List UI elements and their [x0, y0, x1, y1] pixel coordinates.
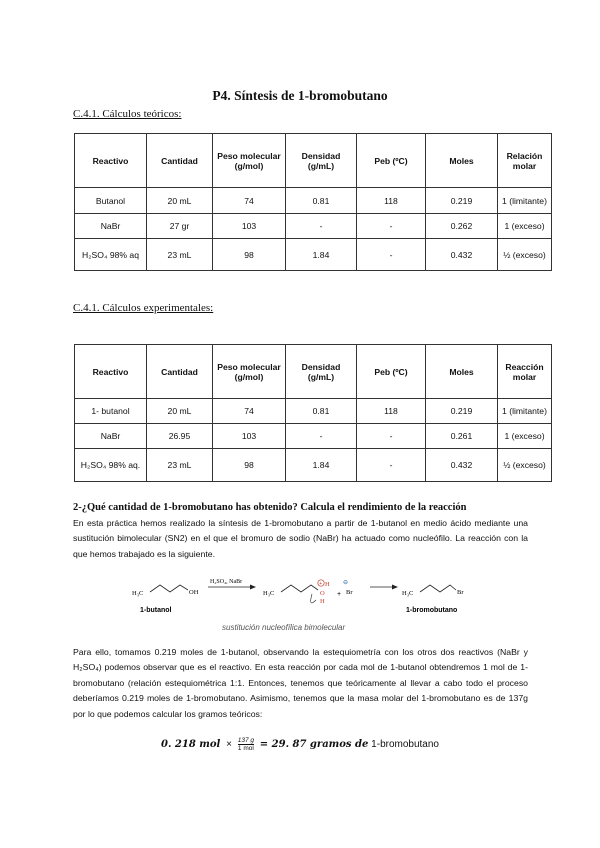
question-heading: 2-¿Qué cantidad de 1-bromobutano has obtenido? Calcula el rendimiento de la reacción [73, 502, 467, 513]
table-cell: 1 (limitante) [498, 399, 552, 424]
header-cell: Peb (ºC) [357, 345, 426, 399]
table-cell: 0.219 [426, 399, 498, 424]
table-cell: 98 [213, 449, 286, 482]
table-cell: 1 (exceso) [498, 214, 552, 239]
reagents-label: H₂SO₄, NaBr [210, 579, 243, 585]
header-cell: Peso molecular (g/mol) [213, 134, 286, 188]
table-cell: 0.219 [426, 188, 498, 214]
plus-sign: + [319, 581, 323, 588]
br-label: Br [457, 589, 464, 596]
table-header-row [75, 134, 552, 188]
table-cell: 23 mL [147, 449, 213, 482]
table-cell: ½ (exceso) [498, 239, 552, 271]
header-cell: Densidad (g/mL) [286, 134, 357, 188]
header-cell: Peb (ºC) [357, 134, 426, 188]
table-cell: H₂SO₄ 98% aq. [75, 449, 147, 482]
arrow-head-icon [250, 585, 256, 590]
table-cell: ½ (exceso) [498, 449, 552, 482]
br-nucleophile: Br [346, 589, 353, 596]
formula-times: × [226, 739, 232, 751]
theoretical-table [74, 133, 552, 271]
table-cell: 23 mL [147, 239, 213, 271]
table-cell: H₂SO₄ 98% aq [75, 239, 147, 271]
table-cell: 20 mL [147, 399, 213, 424]
calculation-paragraph: Para ello, tomamos 0.219 moles de 1-butanol, observando la estequiometría con los otros dos reactivos (NaBr y H₂SO₄) podemos observar que es el reactivo. En esta reacción por cada mol de 1-butanol obtendremos 1 mol de 1-bromobutano (relación estequiométrica 1:1. Entonces, tenemos que teóricamente al llevar a cabo todo el proceso deberíamos 0.219 moles de 1-bromobutano. Asimismo, tenemos que la masa molar del 1-bromobutano es de 137g por lo que podemos calcular los gramos teóricos: [73, 647, 528, 719]
formula-tail: 1-bromobutano [371, 739, 439, 751]
oh-label: OH [189, 589, 199, 596]
header-cell: Densidad (g/mL) [286, 345, 357, 399]
reactant-label: 1-butanol [140, 607, 172, 614]
table-cell: - [357, 239, 426, 271]
table-cell: 26.95 [147, 424, 213, 449]
table-cell: NaBr [75, 424, 147, 449]
table-cell: 27 gr [147, 214, 213, 239]
header-cell: Cantidad [147, 345, 213, 399]
table-cell: Butanol [75, 188, 147, 214]
reaction-scheme [130, 572, 470, 642]
experimental-table [74, 344, 552, 482]
header-cell: Cantidad [147, 134, 213, 188]
intro-paragraph: En esta práctica hemos realizado la síntesis de 1-bromobutano a partir de 1-butanol en medio ácido mediante una sustitución bimolecular (SN2) en el que el bromuro de sodio (NaBr) ha actuado como nucleófilo. La reacción con la que hemos trabajado es la siguiente. [73, 518, 528, 559]
h-label-bottom: H [320, 598, 325, 605]
section-heading-experimental: C.4.1. Cálculos experimentales: [73, 302, 214, 314]
table-cell: - [357, 449, 426, 482]
table-cell: 74 [213, 188, 286, 214]
table-row [75, 424, 552, 449]
table-row [75, 399, 552, 424]
table-cell: 0.81 [286, 188, 357, 214]
product-chain [420, 585, 456, 592]
table-cell: 0.432 [426, 449, 498, 482]
table-cell: 98 [213, 239, 286, 271]
formula-rhs: = 29. 87 gramos de [259, 739, 369, 751]
header-cell: Peso molecular (g/mol) [213, 345, 286, 399]
table-cell: - [357, 424, 426, 449]
table-row [75, 188, 552, 214]
h-label-top: H [325, 581, 330, 588]
formula-fraction [238, 737, 254, 752]
table-cell: 103 [213, 214, 286, 239]
table-cell: 0.261 [426, 424, 498, 449]
header-cell: Moles [426, 134, 498, 188]
page-title: P4. Síntesis de 1-bromobutano [212, 88, 388, 103]
header-cell: Reactivo [75, 134, 147, 188]
table-row [75, 214, 552, 239]
table-cell: 0.81 [286, 399, 357, 424]
product-label: 1-bromobutano [406, 607, 458, 614]
h3c-label-3: H₃C [402, 590, 414, 597]
theoretical-mass-formula [0, 737, 600, 752]
table-row [75, 239, 552, 271]
table-cell: 1.84 [286, 449, 357, 482]
arrow-head-icon-2 [392, 585, 398, 590]
table-cell: - [286, 214, 357, 239]
intermediate-chain [281, 585, 318, 592]
header-cell: Reactivo [75, 345, 147, 399]
curved-arrow-icon [311, 594, 316, 603]
plus-operator: + [337, 591, 342, 598]
table-cell: 0.432 [426, 239, 498, 271]
table-cell: 1.84 [286, 239, 357, 271]
table-cell: - [357, 214, 426, 239]
table-cell: 118 [357, 399, 426, 424]
table-cell: - [286, 424, 357, 449]
h3c-label: H₃C [132, 590, 144, 597]
header-cell: Reacción molar [498, 345, 552, 399]
butanol-chain [150, 585, 188, 592]
table-header-row [75, 345, 552, 399]
scheme-caption: sustitución nucleofílica bimolecular [222, 623, 346, 632]
table-cell: 20 mL [147, 188, 213, 214]
table-cell: 1 (limitante) [498, 188, 552, 214]
header-cell: Moles [426, 345, 498, 399]
fraction-denominator: 1 mol [237, 745, 254, 752]
o-label: O [320, 590, 325, 597]
table-row [75, 449, 552, 482]
table-cell: 74 [213, 399, 286, 424]
section-heading-theoretical: C.4.1. Cálculos teóricos: [73, 108, 182, 120]
table-cell: NaBr [75, 214, 147, 239]
header-cell: Relación molar [498, 134, 552, 188]
table-cell: 103 [213, 424, 286, 449]
table-cell: 1 (exceso) [498, 424, 552, 449]
formula-lhs: 0. 218 mol [161, 739, 221, 751]
table-cell: 0.262 [426, 214, 498, 239]
fraction-numerator: 137 g [237, 737, 255, 744]
negative-charge-icon: ⊖ [343, 580, 349, 586]
h3c-label-2: H₃C [263, 590, 275, 597]
table-cell: 1- butanol [75, 399, 147, 424]
table-cell: 118 [357, 188, 426, 214]
